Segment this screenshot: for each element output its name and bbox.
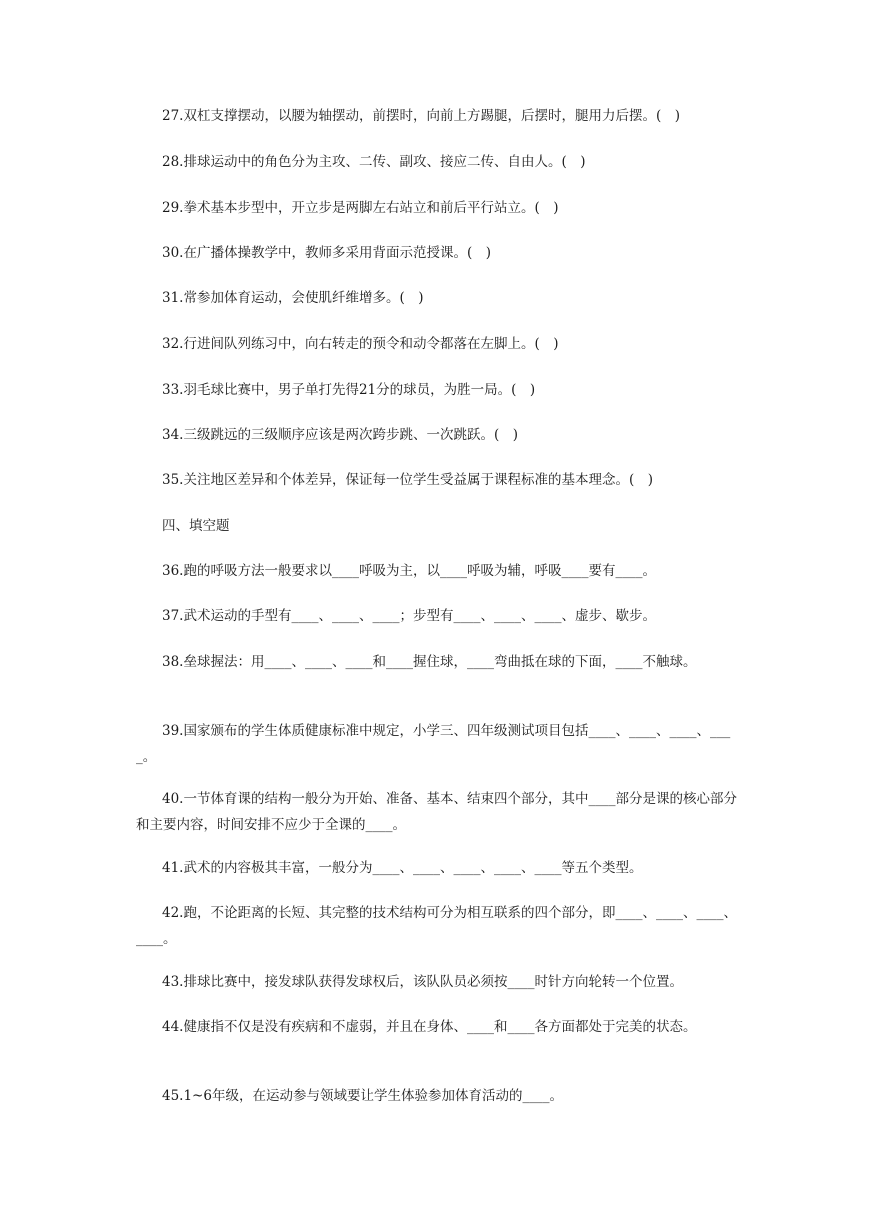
question-45: 45.1~6年级，在运动参与领域要让学生体验参加体育活动的____。 [162,1088,563,1104]
question-40: 40.一节体育课的结构一般分为开始、准备、基本、结束四个部分，其中____部分是课的核心部分和主要内容，时间安排不应少于全课的____。 [136,791,737,833]
question-37: 37.武术运动的手型有____、____、____；步型有____、____、____、虚步、歇步。 [162,608,656,624]
question-32: 32.行进间队列练习中，向右转走的预令和动令都落在左脚上。( ) [162,336,559,352]
question-29: 29.拳术基本步型中，开立步是两脚左右站立和前后平行站立。( ) [162,200,559,216]
question-27: 27.双杠支撑摆动，以腰为轴摆动，前摆时，向前上方踢腿，后摆时，腿用力后摆。( ) [162,108,681,124]
question-33: 33.羽毛球比赛中，男子单打先得21分的球员，为胜一局。( ) [162,382,536,398]
question-31: 31.常参加体育运动，会使肌纤维增多。( ) [162,290,424,306]
question-39: 39.国家颁布的学生体质健康标准中规定，小学三、四年级测试项目包括____、____、____、____。 [136,723,731,765]
question-41: 41.武术的内容极其丰富，一般分为____、____、____、____、____等五个类型。 [162,860,643,876]
question-38: 38.垒球握法：用____、____、____和____握住球，____弯曲抵在球的下面，____不触球。 [162,654,697,670]
question-35: 35.关注地区差异和个体差异，保证每一位学生受益属于课程标准的基本理念。( ) [162,472,654,488]
section-heading-fill-in: 四、填空题 [162,518,230,534]
question-36: 36.跑的呼吸方法一般要求以____呼吸为主，以____呼吸为辅，呼吸____要有____。 [162,563,656,579]
question-42: 42.跑，不论距离的长短、其完整的技术结构可分为相互联系的四个部分，即____、____、____、____。 [136,905,737,947]
question-28: 28.排球运动中的角色分为主攻、二传、副攻、接应二传、自由人。( ) [162,154,586,170]
question-44: 44.健康指不仅是没有疾病和不虚弱，并且在身体、____和____各方面都处于完美的状态。 [162,1019,697,1035]
question-43: 43.排球比赛中，接发球队获得发球权后，该队队员必须按____时针方向轮转一个位置。 [162,974,683,990]
question-30: 30.在广播体操教学中，教师多采用背面示范授课。( ) [162,245,492,261]
question-34: 34.三级跳远的三级顺序应该是两次跨步跳、一次跳跃。( ) [162,427,519,443]
